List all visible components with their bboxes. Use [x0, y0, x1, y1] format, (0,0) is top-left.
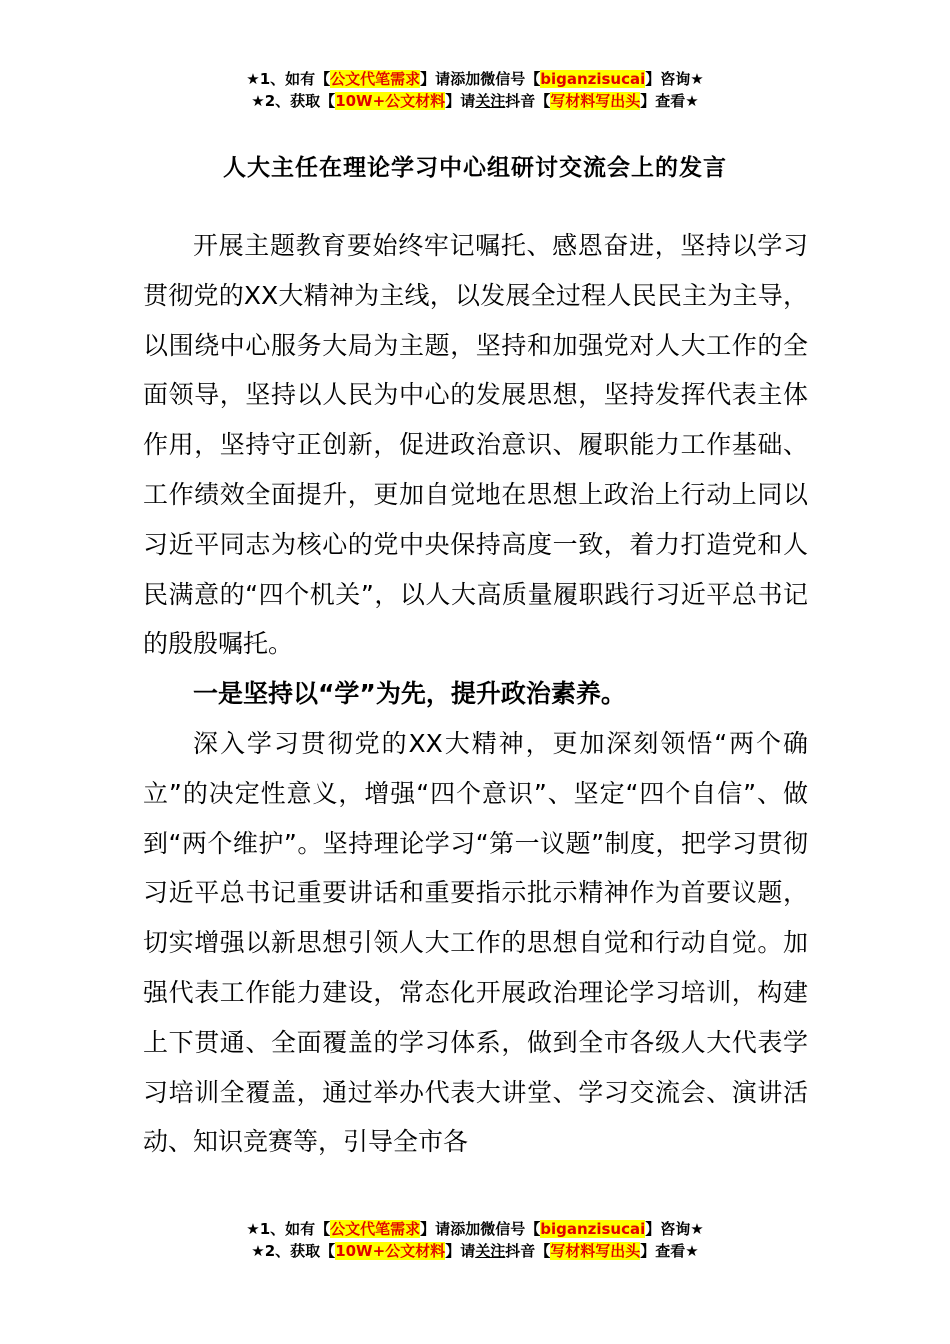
body-paragraph: 开展主题教育要始终牢记嘱托、感恩奋进，坚持以学习贯彻党的XX大精神为主线，以发展全过程人民民主为主导，以围绕中心服务大局为主题，坚持和加强党对人大工作的全面领导，坚持以人民为中心的发展思想，坚持发挥代表主体作用，坚持守正创新，促进政治意识、履职能力工作基础、工作绩效全面提升，更加自觉地在思想上政治上行动上同以习近平同志为核心的党中央保持高度一致，着力打造党和人民满意的“四个机关”，以人大高质量履职践行习近平总书记的殷殷嘱托。	[143, 231, 808, 659]
banner-highlight: 10W+公文材料	[335, 1242, 446, 1260]
banner-text: 关注	[475, 92, 506, 110]
banner-douyin-id: 写材料写出头	[550, 92, 641, 110]
body-paragraph: 深入学习贯彻党的XX大精神，更加深刻领悟“两个确立”的决定性意义，增强“四个意识”、坚定“四个自信”、做到“两个维护”。坚持理论学习“第一议题”制度，把学习贯彻习近平总书记重要讲话和重要指示批示精神作为首要议题，切实增强以新思想引领人大工作的思想自觉和行动自觉。加强代表工作能力建设，常态化开展政治理论学习培训，构建上下贯通、全面覆盖的学习体系，做到全市各级人大代表学习培训全覆盖，通过举办代表大讲堂、学习交流会、演讲活动、知识竞赛等，引导全市各	[143, 728, 808, 1157]
banner-line-2	[0, 1240, 950, 1262]
banner-highlight: 公文代笔需求	[330, 70, 421, 88]
banner-text: 关注	[475, 1242, 506, 1260]
banner-text: 微信号【	[480, 1220, 541, 1238]
banner-text: 】请	[420, 1220, 451, 1238]
banner-text: 】查看★	[640, 1242, 699, 1260]
banner-text: 抖音【	[505, 92, 551, 110]
banner-text: 抖音【	[505, 1242, 551, 1260]
document-title: 人大主任在理论学习中心组研讨交流会上的发言	[223, 155, 727, 181]
footer-banner	[0, 1218, 950, 1262]
banner-text: 】请	[445, 92, 476, 110]
header-banner	[0, 68, 950, 112]
banner-text: 添加	[450, 70, 481, 88]
banner-text: 添加	[450, 1220, 481, 1238]
banner-highlight: 10W+公文材料	[335, 92, 446, 110]
banner-text: 】咨询★	[645, 70, 704, 88]
banner-text: ★1、如有【	[246, 1220, 331, 1238]
banner-text: 】查看★	[640, 92, 699, 110]
banner-line-1	[0, 68, 950, 90]
banner-text: ★1、如有【	[246, 70, 331, 88]
banner-line-1	[0, 1218, 950, 1240]
banner-text: 】咨询★	[645, 1220, 704, 1238]
banner-text: 】请	[420, 70, 451, 88]
document-body	[143, 221, 808, 1167]
section-heading: 一是坚持以“学”为先，提升政治素养。	[193, 679, 626, 709]
banner-text: ★2、获取【	[251, 92, 336, 110]
banner-wechat-id: biganzisucai	[540, 70, 646, 88]
banner-text: ★2、获取【	[251, 1242, 336, 1260]
banner-highlight: 公文代笔需求	[330, 1220, 421, 1238]
banner-text: 微信号【	[480, 70, 541, 88]
banner-douyin-id: 写材料写出头	[550, 1242, 641, 1260]
banner-text: 】请	[445, 1242, 476, 1260]
banner-line-2	[0, 90, 950, 112]
banner-wechat-id: biganzisucai	[540, 1220, 646, 1238]
